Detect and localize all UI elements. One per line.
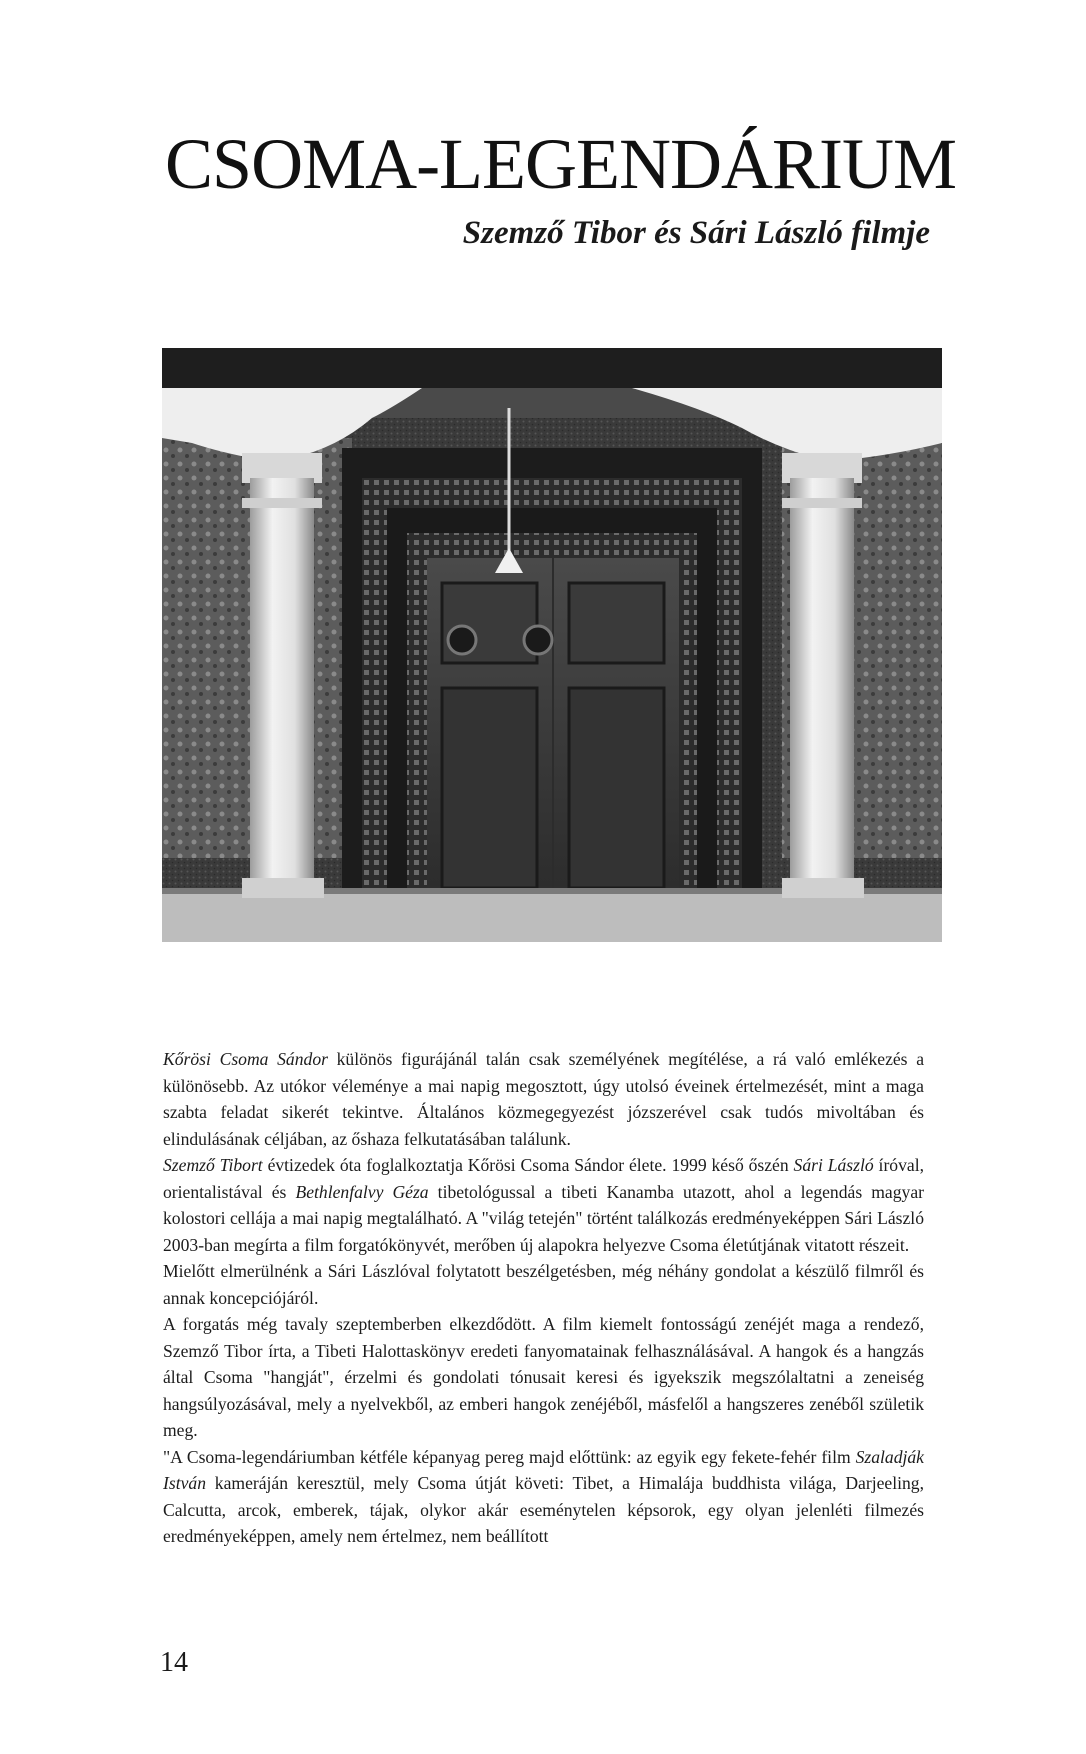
article-body [163, 1046, 924, 1550]
text-span: tibetológussal a tibeti Kanamba utazott, ahol a legendás magyar kolostori cellája a mai napig megtalálható. A "világ tetején" történt találkozás eredményeképpen Sári László 2003-ban megírta a film forgatókönyvét, merőben új alapokra helyezve Csoma életútjának vitatott részeit. [163, 1181, 924, 1255]
person-name: Szaladják István [163, 1446, 924, 1493]
article-title: CSOMA-LEGENDÁRIUM [165, 124, 956, 204]
text-span: évtizedek óta foglalkoztatja Kőrösi Csoma Sándor élete. 1999 késő őszén [262, 1155, 794, 1175]
person-name: Sári László [793, 1155, 874, 1175]
paragraph-4: A forgatás még tavaly szeptemberben elkezdődött. A film kiemelt fontosságú zenéjét maga a rendező, Szemző Tibor írta, a Tibeti Halottaskönyv eredeti fanyomatainak felhasználásával. A hangok és a hangzás által Csoma "hangját", érzelmi és gondolati tónusait keresi és igyekszik megszólaltatni a zeneiség hangsúlyozásával, mely a nyelvekből, az emberi hangok zenéjéből, másfelől a hangszeres zenéből születik meg. [163, 1314, 924, 1440]
text-span: íróval, orientalistával és [163, 1155, 924, 1202]
page-number: 14 [160, 1647, 188, 1678]
person-name: Szemző Tibort [163, 1155, 263, 1175]
text-span: kameráján keresztül, mely Csoma útját követi: Tibet, a Himalája buddhista világa, Darjeeling, Calcutta, arcok, emberek, tájak, olykor akár eseménytelen képsorok, egy olyan jelenléti filmezés eredményeképpen, amely nem értelmez, nem beállított [163, 1473, 924, 1546]
paragraph-5 [163, 1444, 924, 1550]
person-name: Kőrösi Csoma Sándor [163, 1049, 328, 1069]
text-span: "A Csoma-legendáriumban kétféle képanyag pereg majd előttünk: az egyik egy fekete-fehér film [163, 1446, 856, 1467]
paragraph-3: Mielőtt elmerülnénk a Sári Lászlóval folytatott beszélgetésben, még néhány gondolat a készülő filmről és annak koncepciójáról. [163, 1261, 924, 1308]
paragraph-2 [163, 1152, 924, 1258]
paragraph-1 [163, 1046, 924, 1152]
temple-doorway-photo [162, 348, 942, 942]
photo-illustration [162, 348, 942, 942]
text-span: különös figurájánál talán csak személyének megítélése, a rá való emlékezés a különösebb. Az utókor véleménye a mai napig megosztott, úgy utolsó éveinek értelmezését, mint a maga szabta feladat sikerét tekintve. Általános közmegegyezést józszerével csak tudós mivoltában és elindulásának céljában, az őshaza felkutatásában találunk. [163, 1049, 925, 1149]
article-subtitle: Szemző Tibor és Sári László filmje [462, 215, 930, 251]
person-name: Bethlenfalvy Géza [295, 1181, 429, 1202]
